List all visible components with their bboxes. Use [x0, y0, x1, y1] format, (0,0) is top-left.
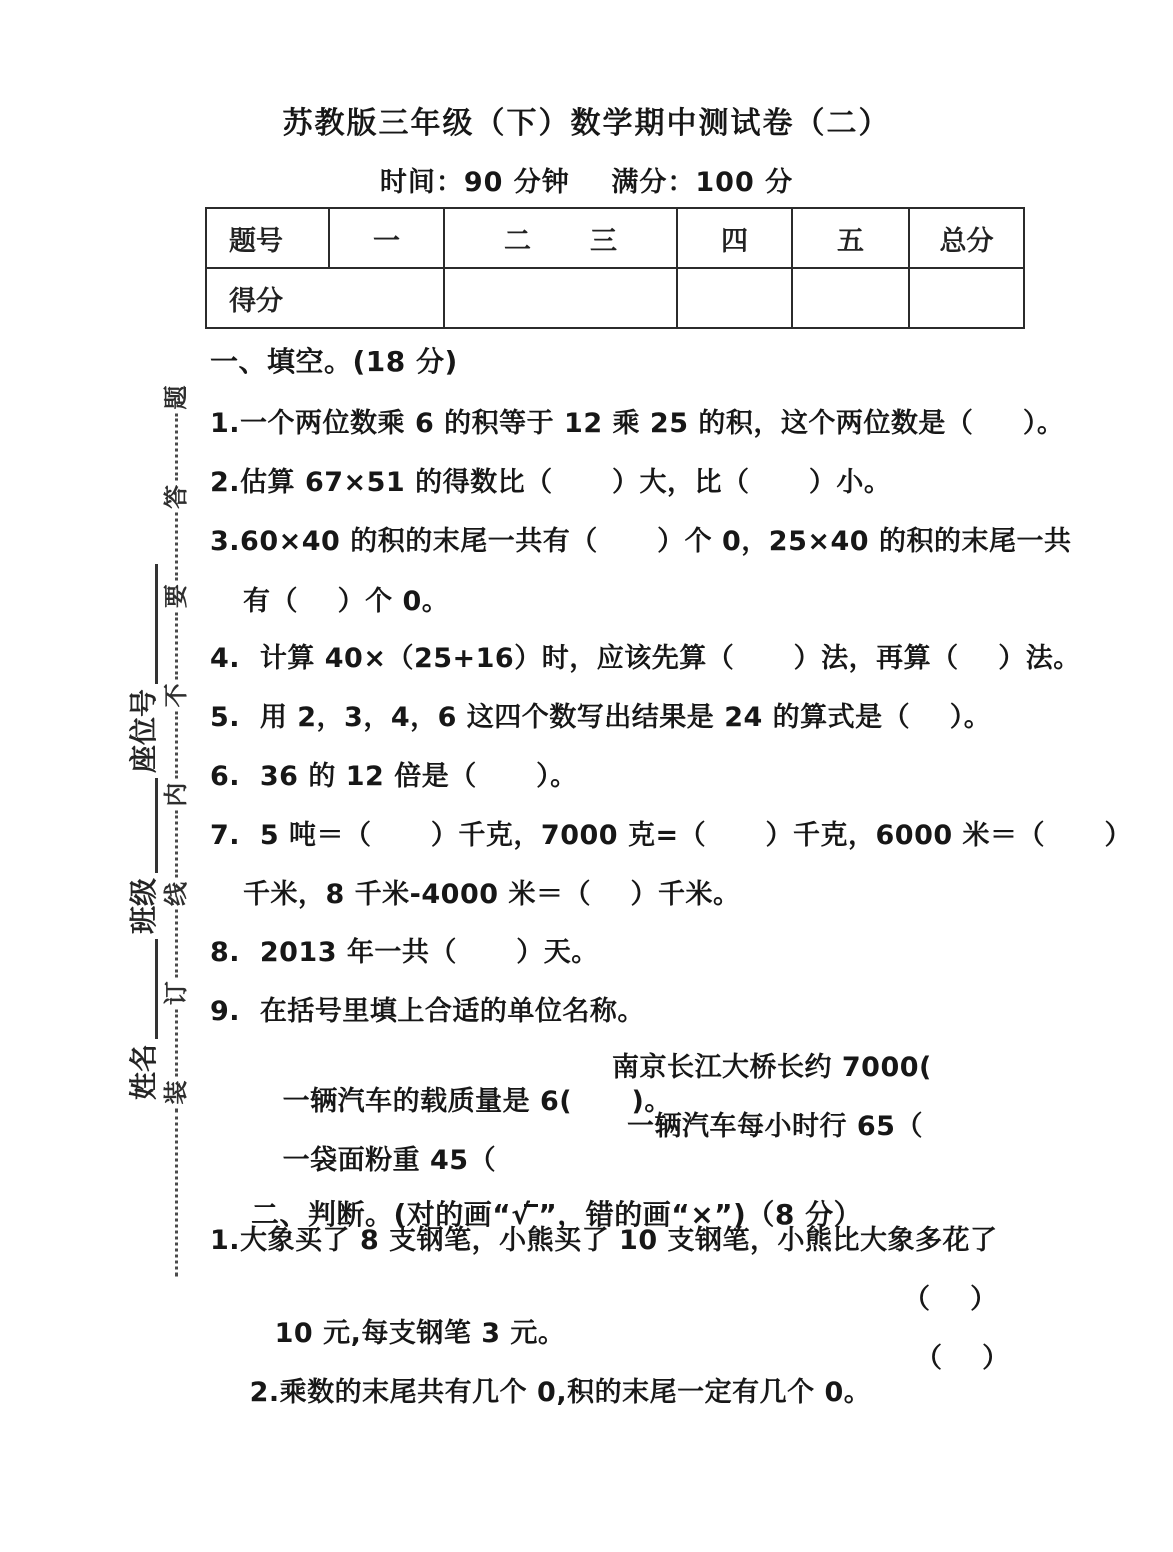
s2-q1-text: 10 元,每支钢笔 3 元。: [274, 1318, 566, 1349]
check-radical-symbol: √: [511, 1198, 538, 1232]
score-cell-empty: [677, 268, 792, 328]
s1-question-8: 8. 2013 年一共（ ）天。: [210, 937, 599, 968]
student-info-column: [118, 538, 158, 1100]
seal-dotted-segment: [175, 512, 178, 579]
class-blank-line: [150, 778, 158, 873]
s1-q9-car-speed: 一辆汽车每小时行 65（: [627, 1111, 923, 1142]
seal-char: 订: [162, 980, 190, 1005]
score-table-col-2: 二: [504, 225, 531, 257]
name-label: 姓名: [126, 1043, 160, 1100]
s1-question-3-line-1: 3.60×40 的积的末尾一共有（ ）个 0，25×40 的积的末尾一共: [210, 526, 1072, 557]
s1-question-6: 6. 36 的 12 倍是（ ）。: [210, 761, 578, 792]
s1-question-3-line-2: 有（ ）个 0。: [243, 586, 450, 617]
section-1-heading: 一、填空。(18 分): [210, 345, 458, 378]
score-table-col-5: 五: [792, 208, 909, 268]
section-2-heading-post: ”，错的画“×”)（8 分）: [538, 1198, 863, 1231]
score-table: [205, 207, 1025, 329]
seal-dotted-segment: [175, 612, 178, 679]
s2-q1-answer-parens: （ ）: [903, 1284, 998, 1315]
s1-q9-bridge-length: 南京长江大桥长约 7000(: [612, 1052, 932, 1083]
seal-dotted-segment: [175, 810, 178, 877]
binding-seal-line: [160, 385, 192, 1280]
score-table-question-label: 题号: [206, 208, 329, 268]
s2-q2-answer-parens: （ ）: [915, 1343, 1010, 1374]
score-table-col-total: 总分: [909, 208, 1024, 268]
seal-dotted-segment: [175, 711, 178, 778]
binding-seal-rotated-block: [160, 385, 192, 1280]
seal-char: 线: [162, 881, 190, 906]
seal-dotted-segment: [175, 1009, 178, 1076]
score-cell-empty: [909, 268, 1024, 328]
seal-char: 不: [162, 682, 190, 707]
s1-question-1: 1.一个两位数乘 6 的积等于 12 乘 25 的积，这个两位数是（ ）。: [210, 408, 1065, 439]
score-table-col-2-3: [444, 208, 677, 268]
seal-char: 答: [162, 484, 190, 509]
s1-question-9: 9. 在括号里填上合适的单位名称。: [210, 996, 645, 1027]
seal-dotted-segment: [175, 909, 178, 976]
section-2-heading-pre: 二、判断。(对的画“: [251, 1198, 512, 1231]
seal-char: 装: [162, 1080, 190, 1104]
score-table-header-row: [206, 208, 1024, 268]
s1-q9-truck-load: 一辆汽车的载质量是 6( )。: [282, 1086, 672, 1117]
s1-q9-flour-weight: 一袋面粉重 45（: [282, 1145, 497, 1176]
seat-number-blank-line: [150, 564, 158, 684]
page-subtitle: 时间：90 分钟 满分：100 分: [379, 167, 794, 198]
s1-question-4: 4. 计算 40×（25+16）时，应该先算（ ）法，再算（ ）法。: [210, 643, 1081, 674]
score-cell-empty: [792, 268, 909, 328]
seal-char: 要: [162, 583, 190, 608]
name-blank-line: [150, 939, 158, 1039]
seal-dotted-segment: [175, 1108, 178, 1276]
s1-question-2: 2.估算 67×51 的得数比（ ）大，比（ ）小。: [210, 467, 892, 498]
score-table-col-3: 三: [590, 225, 617, 257]
student-info-rotated-block: [118, 538, 158, 1100]
score-cell-empty: [444, 268, 677, 328]
s1-question-7-line-1: 7. 5 吨＝（ ）千克，7000 克=（ ）千克，6000 米＝（ ）: [210, 820, 1132, 851]
seal-dotted-segment: [175, 413, 178, 480]
page-title: 苏教版三年级（下）数学期中测试卷（二）: [282, 106, 891, 141]
s2-question-1-line-1: 1.大象买了 8 支钢笔，小熊买了 10 支钢笔，小熊比大象多花了: [210, 1225, 998, 1256]
score-table-score-label: 得分: [206, 268, 444, 328]
score-table-score-row: [206, 268, 1024, 328]
seat-number-label: 座位号: [126, 688, 160, 773]
class-label: 班级: [126, 877, 160, 934]
seal-char: 内: [162, 782, 190, 807]
seal-char: 题: [162, 385, 190, 410]
score-table-col-4: 四: [677, 208, 792, 268]
s1-question-5: 5. 用 2，3，4，6 这四个数写出结果是 24 的算式是（ ）。: [210, 702, 992, 733]
score-table-col-1: 一: [329, 208, 444, 268]
s2-question-2: [210, 1342, 1040, 1478]
s2-q2-text: 2.乘数的末尾共有几个 0,积的末尾一定有几个 0。: [249, 1377, 872, 1408]
s1-question-7-line-2: 千米，8 千米-4000 米＝（ ）千米。: [243, 879, 741, 910]
